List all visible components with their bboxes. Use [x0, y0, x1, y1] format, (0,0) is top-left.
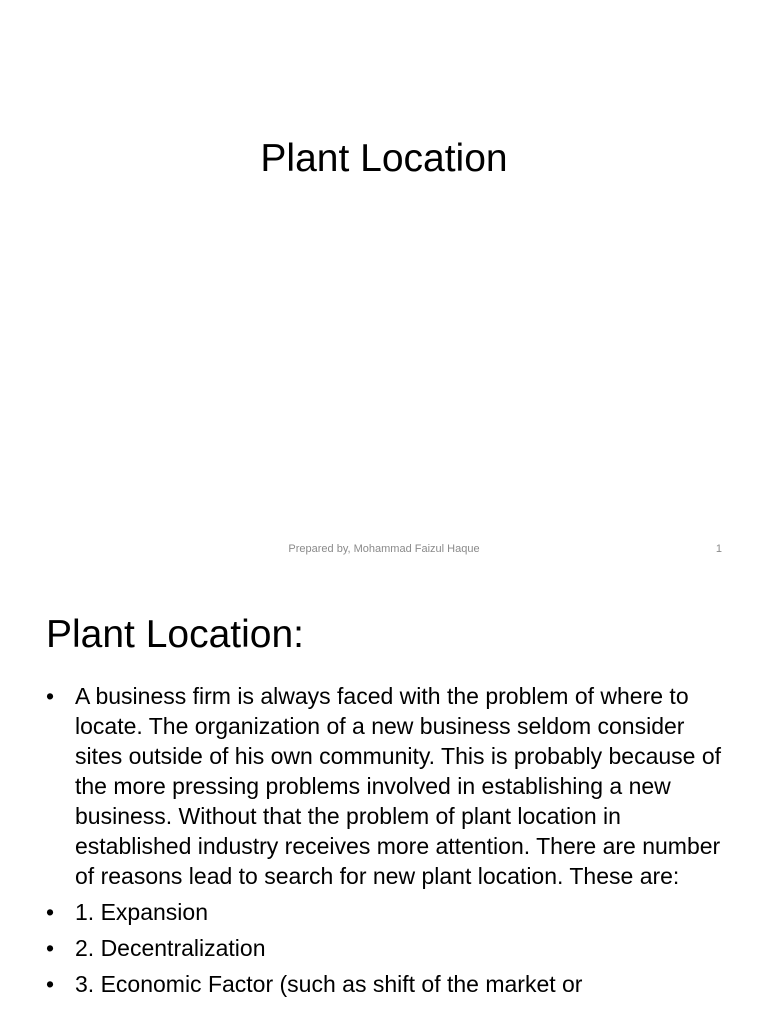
slide-footer-text: Prepared by, Mohammad Faizul Haque — [288, 543, 480, 555]
bullet-text: 2. Decentralization — [75, 935, 266, 961]
bullet-text: A business firm is always faced with the problem of where to locate. The organization of a new business seldom consider sites outside of his own community. This is probably because of the more pressing problems involved in establishing a new business. Without that the problem of plant location in established industry receives more attention. There are number of reasons lead to search for new plant location. These are: — [75, 683, 722, 889]
bullet-marker: • — [46, 971, 55, 997]
slide-heading: Plant Location: — [46, 613, 305, 656]
bullet-item — [46, 933, 726, 963]
bullet-marker: • — [46, 935, 55, 961]
slide-title: Plant Location — [260, 137, 508, 180]
bullet-list — [46, 681, 726, 1005]
bullet-item — [46, 969, 726, 999]
content-slide — [0, 576, 768, 1024]
bullet-text: 1. Expansion — [75, 899, 208, 925]
bullet-marker: • — [46, 683, 55, 709]
slide-page-number: 1 — [715, 543, 722, 555]
bullet-item — [46, 681, 726, 891]
bullet-marker: • — [46, 899, 55, 925]
bullet-text: 3. Economic Factor (such as shift of the market or — [75, 971, 583, 997]
bullet-item — [46, 897, 726, 927]
